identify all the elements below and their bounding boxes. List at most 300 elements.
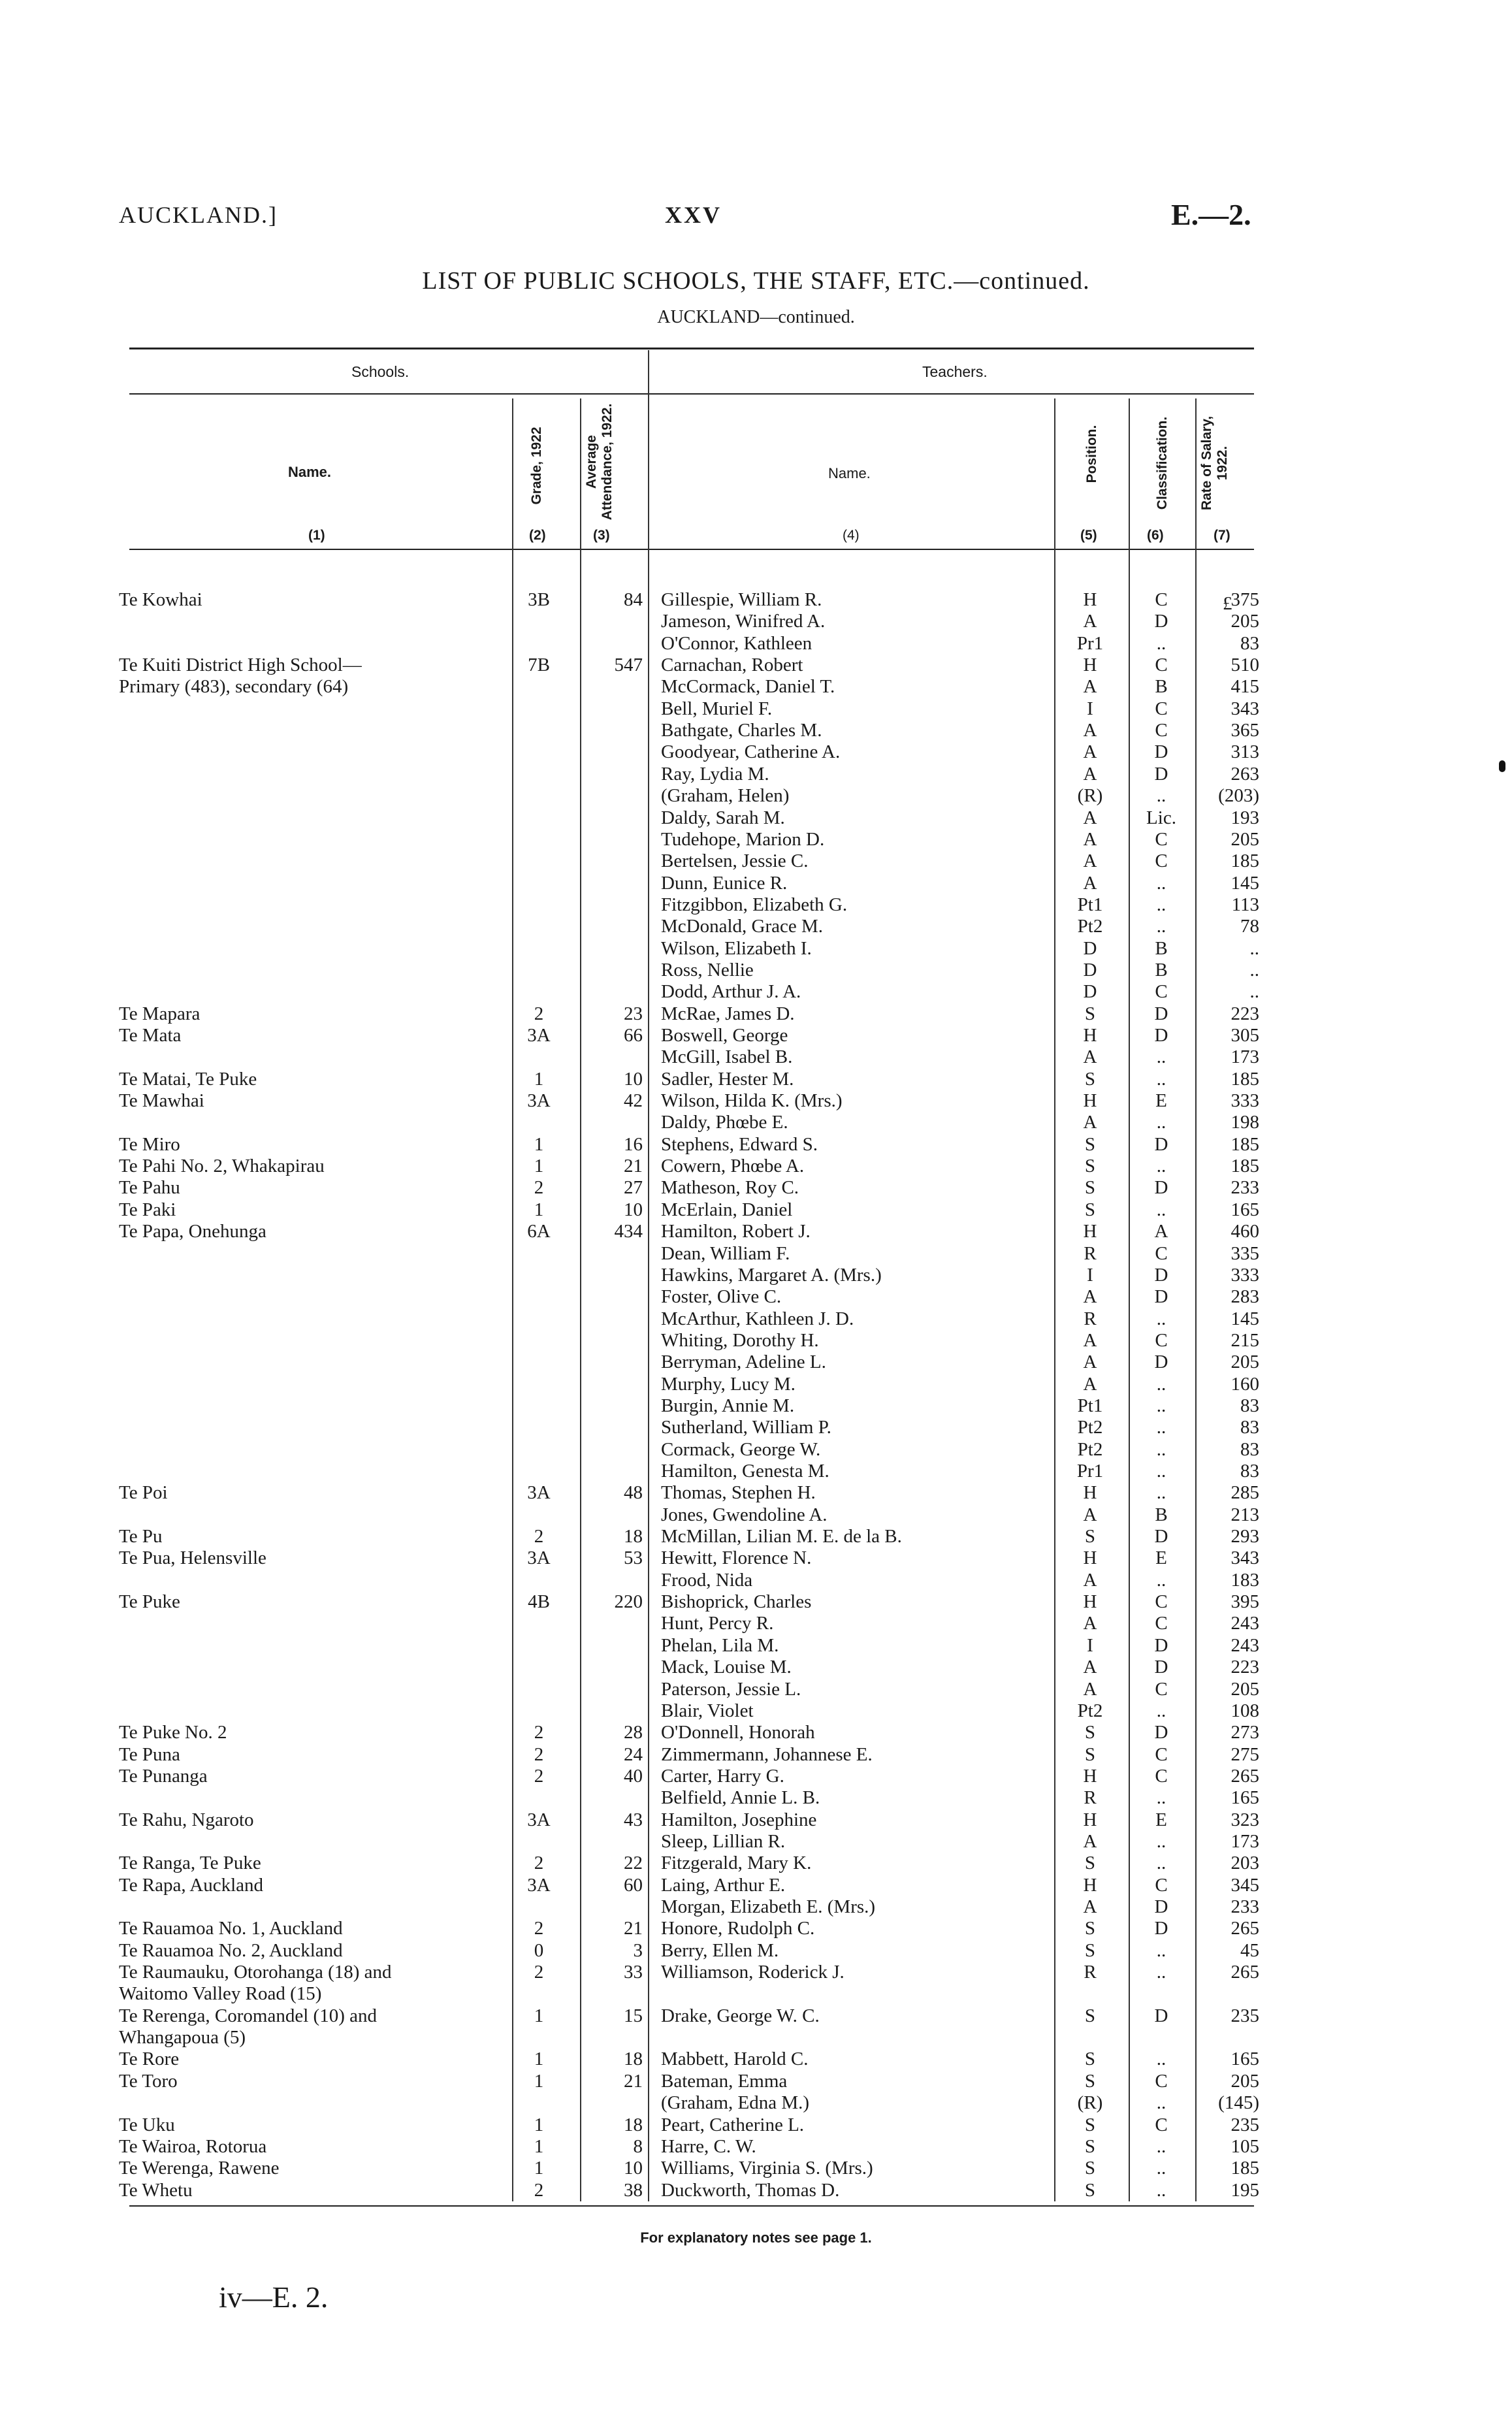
school-name-cell: Te Kowhai xyxy=(119,589,202,610)
classification-cell: .. xyxy=(1156,1046,1166,1068)
salary-cell: 460 xyxy=(1231,1221,1259,1242)
table-row xyxy=(0,676,1512,698)
position-cell: S xyxy=(1084,1068,1096,1090)
school-name-cell: Te Werenga, Rawene xyxy=(119,2158,280,2179)
teacher-name-cell: Carnachan, Robert xyxy=(661,655,803,676)
position-cell: S xyxy=(1084,1918,1096,1939)
grade-cell: 2 xyxy=(534,1743,544,1765)
school-name-cell: Te Rauamoa No. 1, Auckland xyxy=(119,1918,343,1939)
salary-cell: 233 xyxy=(1231,1177,1259,1199)
school-name-cell: Te Punanga xyxy=(119,1765,208,1787)
table-row xyxy=(0,1918,1512,1939)
salary-cell: 185 xyxy=(1231,1068,1259,1090)
school-name-cell: Te Puke No. 2 xyxy=(119,1722,227,1743)
attendance-cell: 27 xyxy=(624,1177,643,1199)
position-cell: Pt2 xyxy=(1077,1417,1103,1438)
attendance-cell: 18 xyxy=(624,2114,643,2135)
teacher-name-cell: Bishoprick, Charles xyxy=(661,1591,812,1613)
position-cell: S xyxy=(1084,1156,1096,1177)
classification-cell: C xyxy=(1155,1743,1168,1765)
teacher-name-cell: Fitzgibbon, Elizabeth G. xyxy=(661,894,848,915)
school-name-cell: Te Paki xyxy=(119,1199,176,1220)
teacher-name-cell: Harre, C. W. xyxy=(661,2135,756,2157)
teacher-name-cell: Murphy, Lucy M. xyxy=(661,1373,796,1395)
classification-cell: .. xyxy=(1156,1962,1166,1983)
table-row xyxy=(0,1417,1512,1438)
table-row xyxy=(0,1199,1512,1221)
attendance-cell: 60 xyxy=(624,1874,643,1896)
classification-cell: .. xyxy=(1156,1482,1166,1504)
position-cell: R xyxy=(1084,1962,1097,1983)
column-number-1: (1) xyxy=(308,528,325,543)
salary-cell: 343 xyxy=(1231,1547,1259,1569)
salary-cell: 198 xyxy=(1231,1112,1259,1133)
attendance-cell: 3 xyxy=(633,1939,643,1961)
position-cell: H xyxy=(1083,1025,1097,1046)
salary-cell: 293 xyxy=(1231,1526,1259,1547)
classification-cell: D xyxy=(1154,2005,1168,2026)
table-row xyxy=(0,1352,1512,1373)
salary-cell: 185 xyxy=(1231,2158,1259,2179)
running-header-left: AUCKLAND.] xyxy=(119,202,278,228)
salary-cell: 165 xyxy=(1231,2049,1259,2070)
salary-cell: 165 xyxy=(1231,1787,1259,1809)
school-name-cell: Whangapoua (5) xyxy=(119,2027,246,2049)
teacher-name-cell: Gillespie, William R. xyxy=(661,589,822,610)
position-cell: S xyxy=(1084,1743,1096,1765)
teacher-name-cell: Stephens, Edward S. xyxy=(661,1133,818,1155)
salary-cell: 83 xyxy=(1240,1461,1259,1482)
classification-cell: C xyxy=(1155,981,1168,1003)
attendance-cell: 547 xyxy=(614,655,643,676)
classification-cell: D xyxy=(1154,1286,1168,1308)
grade-cell: 3A xyxy=(527,1547,551,1569)
table-row xyxy=(0,764,1512,785)
classification-cell: C xyxy=(1155,1242,1168,1264)
grade-cell: 1 xyxy=(534,1199,544,1220)
classification-cell: D xyxy=(1154,1634,1168,1656)
position-cell: A xyxy=(1083,1613,1097,1634)
salary-cell: 335 xyxy=(1231,1242,1259,1264)
position-cell: A xyxy=(1083,1286,1097,1308)
table-row xyxy=(0,1112,1512,1133)
classification-cell: C xyxy=(1155,1765,1168,1787)
column-header-attendance: Average Attendance, 1922. xyxy=(584,403,615,521)
footer-page-ref: iv—E. 2. xyxy=(219,2280,329,2314)
position-cell: I xyxy=(1087,1634,1093,1656)
salary-cell: 185 xyxy=(1231,1156,1259,1177)
salary-cell: 193 xyxy=(1231,807,1259,828)
classification-cell: C xyxy=(1155,1874,1168,1896)
teacher-name-cell: Goodyear, Catherine A. xyxy=(661,741,841,763)
classification-cell: D xyxy=(1154,1657,1168,1678)
salary-cell: 223 xyxy=(1231,1657,1259,1678)
teacher-name-cell: Ross, Nellie xyxy=(661,959,754,980)
school-name-cell: Te Wairoa, Rotorua xyxy=(119,2135,267,2157)
position-cell: A xyxy=(1083,763,1097,785)
grade-cell: 6A xyxy=(527,1221,551,1242)
salary-cell: 113 xyxy=(1231,894,1259,915)
margin-mark xyxy=(1499,760,1505,772)
table-row xyxy=(0,1809,1512,1831)
table-row xyxy=(0,785,1512,807)
classification-cell: C xyxy=(1155,2114,1168,2135)
teacher-name-cell: Williamson, Roderick J. xyxy=(661,1962,844,1983)
table-row xyxy=(0,1875,1512,1896)
grade-cell: 3A xyxy=(527,1809,551,1830)
classification-cell: .. xyxy=(1156,1112,1166,1133)
salary-cell: 185 xyxy=(1231,850,1259,872)
classification-cell: C xyxy=(1155,1591,1168,1613)
table-row xyxy=(0,1744,1512,1766)
attendance-cell: 38 xyxy=(624,2179,643,2201)
classification-cell: B xyxy=(1155,937,1168,959)
table-row xyxy=(0,916,1512,937)
table-row xyxy=(0,1635,1512,1657)
classification-cell: D xyxy=(1154,1177,1168,1199)
position-cell: A xyxy=(1083,1657,1097,1678)
school-name-cell: Waitomo Valley Road (15) xyxy=(119,1983,322,2005)
grade-cell: 2 xyxy=(534,2179,544,2201)
salary-cell: 375 xyxy=(1231,589,1259,610)
table-row xyxy=(0,894,1512,916)
teacher-name-cell: O'Connor, Kathleen xyxy=(661,632,812,654)
teacher-name-cell: Whiting, Dorothy H. xyxy=(661,1329,819,1351)
grade-cell: 3B xyxy=(528,589,550,610)
grade-cell: 1 xyxy=(534,1156,544,1177)
group-header-schools: Schools. xyxy=(351,363,410,380)
salary-cell: 265 xyxy=(1231,1765,1259,1787)
classification-cell: E xyxy=(1155,1809,1167,1830)
classification-cell: .. xyxy=(1156,894,1166,915)
table-row xyxy=(0,2049,1512,2070)
salary-cell: 265 xyxy=(1231,1962,1259,1983)
salary-cell: 313 xyxy=(1231,741,1259,763)
classification-cell: C xyxy=(1155,1678,1168,1700)
teacher-name-cell: Bell, Muriel F. xyxy=(661,698,773,719)
salary-cell: 510 xyxy=(1231,655,1259,676)
attendance-cell: 10 xyxy=(624,2158,643,2179)
classification-cell: C xyxy=(1155,589,1168,610)
teacher-name-cell: Bathgate, Charles M. xyxy=(661,720,822,741)
grade-cell: 1 xyxy=(534,2049,544,2070)
classification-cell: .. xyxy=(1156,1395,1166,1416)
position-cell: Pt1 xyxy=(1077,1395,1103,1416)
school-name-cell: Te Pahu xyxy=(119,1177,180,1199)
school-name-cell: Te Mawhai xyxy=(119,1090,204,1112)
classification-cell: C xyxy=(1155,720,1168,741)
salary-cell: 108 xyxy=(1231,1700,1259,1721)
teacher-name-cell: Hunt, Percy R. xyxy=(661,1613,774,1634)
teacher-name-cell: Boswell, George xyxy=(661,1025,788,1046)
salary-cell: 263 xyxy=(1231,763,1259,785)
salary-cell: .. xyxy=(1249,981,1259,1003)
position-cell: A xyxy=(1083,676,1097,698)
teacher-name-cell: Berryman, Adeline L. xyxy=(661,1352,826,1373)
classification-cell: D xyxy=(1154,1896,1168,1917)
table-row xyxy=(0,829,1512,850)
position-cell: S xyxy=(1084,2114,1096,2135)
classification-cell: D xyxy=(1154,1722,1168,1743)
position-cell: Pt1 xyxy=(1077,894,1103,915)
classification-cell: .. xyxy=(1156,1308,1166,1329)
salary-cell: 215 xyxy=(1231,1329,1259,1351)
table-row xyxy=(0,1265,1512,1286)
table-row xyxy=(0,1853,1512,1874)
teacher-name-cell: Honore, Rudolph C. xyxy=(661,1918,815,1939)
teacher-name-cell: McRae, James D. xyxy=(661,1003,795,1024)
salary-cell: 235 xyxy=(1231,2114,1259,2135)
school-name-cell: Te Ranga, Te Puke xyxy=(119,1853,261,1874)
attendance-cell: 24 xyxy=(624,1743,643,1765)
position-cell: S xyxy=(1084,1177,1096,1199)
position-cell: (R) xyxy=(1077,2092,1103,2114)
teacher-name-cell: (Graham, Edna M.) xyxy=(661,2092,810,2114)
salary-cell: 83 xyxy=(1240,1395,1259,1416)
position-cell: Pr1 xyxy=(1076,1461,1104,1482)
salary-cell: 235 xyxy=(1231,2005,1259,2026)
position-cell: Pr1 xyxy=(1076,632,1104,654)
table-row xyxy=(0,1439,1512,1461)
teacher-name-cell: McCormack, Daniel T. xyxy=(661,676,835,698)
position-cell: S xyxy=(1084,1003,1096,1024)
school-name-cell: Te Whetu xyxy=(119,2179,193,2201)
position-cell: A xyxy=(1083,850,1097,872)
school-name-cell: Te Pua, Helensville xyxy=(119,1547,266,1569)
position-cell: D xyxy=(1083,981,1097,1003)
salary-cell: 323 xyxy=(1231,1809,1259,1830)
salary-cell: 203 xyxy=(1231,1853,1259,1874)
classification-cell: B xyxy=(1155,959,1168,980)
school-name-cell: Te Kuiti District High School— xyxy=(119,655,362,676)
table-row xyxy=(0,2158,1512,2179)
classification-cell: C xyxy=(1155,1613,1168,1634)
classification-cell: .. xyxy=(1156,1853,1166,1874)
salary-cell: 145 xyxy=(1231,872,1259,894)
position-cell: S xyxy=(1084,2158,1096,2179)
classification-cell: .. xyxy=(1156,1068,1166,1090)
teacher-name-cell: Cormack, George W. xyxy=(661,1438,821,1460)
table-row xyxy=(0,633,1512,655)
salary-cell: 205 xyxy=(1231,1352,1259,1373)
teacher-name-cell: Foster, Olive C. xyxy=(661,1286,782,1308)
teacher-name-cell: O'Donnell, Honorah xyxy=(661,1722,815,1743)
table-row xyxy=(0,1570,1512,1591)
teacher-name-cell: Berry, Ellen M. xyxy=(661,1939,779,1961)
attendance-cell: 23 xyxy=(624,1003,643,1024)
classification-cell: C xyxy=(1155,698,1168,719)
table-row xyxy=(0,2027,1512,2049)
table-row xyxy=(0,1090,1512,1112)
table-row xyxy=(0,1547,1512,1569)
position-cell: H xyxy=(1083,1874,1097,1896)
table-row xyxy=(0,1657,1512,1678)
position-cell: H xyxy=(1083,1809,1097,1830)
teacher-name-cell: Frood, Nida xyxy=(661,1569,753,1591)
column-header-classification: Classification. xyxy=(1155,416,1170,510)
attendance-cell: 53 xyxy=(624,1547,643,1569)
teacher-name-cell: Cowern, Phœbe A. xyxy=(661,1156,805,1177)
position-cell: A xyxy=(1083,1830,1097,1852)
teacher-name-cell: Dean, William F. xyxy=(661,1242,790,1264)
position-cell: S xyxy=(1084,1199,1096,1220)
salary-cell: 285 xyxy=(1231,1482,1259,1504)
table-row xyxy=(0,1504,1512,1526)
position-cell: H xyxy=(1083,589,1097,610)
classification-cell: D xyxy=(1154,611,1168,632)
position-cell: S xyxy=(1084,2070,1096,2092)
salary-cell: 273 xyxy=(1231,1722,1259,1743)
teacher-name-cell: (Graham, Helen) xyxy=(661,785,790,807)
position-cell: S xyxy=(1084,1133,1096,1155)
classification-cell: .. xyxy=(1156,1417,1166,1438)
classification-cell: D xyxy=(1154,1352,1168,1373)
salary-cell: 233 xyxy=(1231,1896,1259,1917)
position-cell: R xyxy=(1084,1787,1097,1809)
running-header-right: E.—2. xyxy=(1171,198,1251,231)
position-cell: A xyxy=(1083,828,1097,850)
teacher-name-cell: Matheson, Roy C. xyxy=(661,1177,799,1199)
teacher-name-cell: Zimmermann, Johannese E. xyxy=(661,1743,873,1765)
classification-cell: D xyxy=(1154,1133,1168,1155)
salary-cell: 265 xyxy=(1231,1918,1259,1939)
position-cell: D xyxy=(1083,959,1097,980)
position-cell: H xyxy=(1083,655,1097,676)
school-name-cell: Te Puna xyxy=(119,1743,180,1765)
grade-cell: 3A xyxy=(527,1090,551,1112)
table-bottom-rule xyxy=(129,2205,1254,2207)
teacher-name-cell: Burgin, Annie M. xyxy=(661,1395,795,1416)
classification-cell: .. xyxy=(1156,1939,1166,1961)
table-row xyxy=(0,1330,1512,1352)
teacher-name-cell: Bateman, Emma xyxy=(661,2070,788,2092)
classification-cell: .. xyxy=(1156,1700,1166,1721)
teacher-name-cell: Jones, Gwendoline A. xyxy=(661,1504,828,1525)
group-header-teachers: Teachers. xyxy=(922,363,988,380)
grade-cell: 2 xyxy=(534,1765,544,1787)
table-row xyxy=(0,873,1512,894)
teacher-name-cell: McErlain, Daniel xyxy=(661,1199,793,1220)
teacher-name-cell: Drake, George W. C. xyxy=(661,2005,820,2026)
classification-cell: D xyxy=(1154,1003,1168,1024)
teacher-name-cell: Hamilton, Robert J. xyxy=(661,1221,811,1242)
table-row xyxy=(0,1069,1512,1090)
attendance-cell: 18 xyxy=(624,1526,643,1547)
table-row xyxy=(0,807,1512,829)
teacher-name-cell: Paterson, Jessie L. xyxy=(661,1678,801,1700)
school-name-cell: Te Rapa, Auckland xyxy=(119,1874,264,1896)
table-row xyxy=(0,1308,1512,1330)
classification-cell: .. xyxy=(1156,1830,1166,1852)
classification-cell: .. xyxy=(1156,1373,1166,1395)
position-cell: S xyxy=(1084,2179,1096,2201)
classification-cell: .. xyxy=(1156,2135,1166,2157)
teacher-name-cell: Mack, Louise M. xyxy=(661,1657,792,1678)
school-name-cell: Te Mata xyxy=(119,1025,182,1046)
classification-cell: .. xyxy=(1156,2179,1166,2201)
classification-cell: .. xyxy=(1156,872,1166,894)
table-row xyxy=(0,2005,1512,2027)
salary-cell: 83 xyxy=(1240,632,1259,654)
teacher-name-cell: Duckworth, Thomas D. xyxy=(661,2179,840,2201)
position-cell: H xyxy=(1083,1765,1097,1787)
column-header-teacher-name: Name. xyxy=(828,465,871,481)
classification-cell: .. xyxy=(1156,785,1166,807)
grade-cell: 2 xyxy=(534,1722,544,1743)
column-number-3: (3) xyxy=(593,528,610,543)
position-cell: S xyxy=(1084,1853,1096,1874)
grade-cell: 2 xyxy=(534,1918,544,1939)
teacher-name-cell: Fitzgerald, Mary K. xyxy=(661,1853,812,1874)
position-cell: H xyxy=(1083,1591,1097,1613)
attendance-cell: 434 xyxy=(614,1221,643,1242)
position-cell: I xyxy=(1087,698,1093,719)
position-cell: A xyxy=(1083,611,1097,632)
teacher-name-cell: Wilson, Hilda K. (Mrs.) xyxy=(661,1090,843,1112)
table-row xyxy=(0,1983,1512,2005)
school-name-cell: Te Rerenga, Coromandel (10) and xyxy=(119,2005,377,2026)
salary-cell: 105 xyxy=(1231,2135,1259,2157)
attendance-cell: 33 xyxy=(624,1962,643,1983)
teacher-name-cell: Hawkins, Margaret A. (Mrs.) xyxy=(661,1264,882,1286)
salary-cell: 173 xyxy=(1231,1046,1259,1068)
position-cell: H xyxy=(1083,1482,1097,1504)
salary-cell: 45 xyxy=(1240,1939,1259,1961)
position-cell: A xyxy=(1083,1896,1097,1917)
teacher-name-cell: Dunn, Eunice R. xyxy=(661,872,788,894)
position-cell: Pt2 xyxy=(1077,1700,1103,1721)
table-row xyxy=(0,1940,1512,1962)
table-row xyxy=(0,1962,1512,1983)
teacher-name-cell: Bertelsen, Jessie C. xyxy=(661,850,809,872)
table-row xyxy=(0,611,1512,632)
salary-cell: 205 xyxy=(1231,611,1259,632)
salary-cell: 205 xyxy=(1231,828,1259,850)
attendance-cell: 220 xyxy=(614,1591,643,1613)
position-cell: D xyxy=(1083,937,1097,959)
teacher-name-cell: Belfield, Annie L. B. xyxy=(661,1787,820,1809)
salary-cell: 160 xyxy=(1231,1373,1259,1395)
salary-cell: 195 xyxy=(1231,2179,1259,2201)
teacher-name-cell: Daldy, Phœbe E. xyxy=(661,1112,788,1133)
position-cell: Pt2 xyxy=(1077,916,1103,937)
page-title: LIST OF PUBLIC SCHOOLS, THE STAFF, ETC.—continued. xyxy=(422,267,1090,295)
grade-cell: 1 xyxy=(534,1133,544,1155)
position-cell: A xyxy=(1083,1329,1097,1351)
column-number-6: (6) xyxy=(1147,528,1164,543)
position-cell: A xyxy=(1083,807,1097,828)
classification-cell: C xyxy=(1155,828,1168,850)
page-number: XXV xyxy=(665,202,722,228)
table-row xyxy=(0,2114,1512,2136)
table-row xyxy=(0,981,1512,1003)
position-cell: A xyxy=(1083,1352,1097,1373)
column-header-grade: Grade, 1922 xyxy=(529,427,544,505)
currency-symbol: £ xyxy=(1223,593,1232,614)
position-cell: S xyxy=(1084,2049,1096,2070)
classification-cell: C xyxy=(1155,2070,1168,2092)
table-row xyxy=(0,1787,1512,1809)
classification-cell: Lic. xyxy=(1146,807,1176,828)
teacher-name-cell: Blair, Violet xyxy=(661,1700,754,1721)
teacher-name-cell: Phelan, Lila M. xyxy=(661,1634,779,1656)
table-row xyxy=(0,1025,1512,1046)
table-row xyxy=(0,2071,1512,2092)
school-name-cell: Te Rauamoa No. 2, Auckland xyxy=(119,1939,343,1961)
school-name-cell: Te Matai, Te Puke xyxy=(119,1068,257,1090)
table-row xyxy=(0,589,1512,611)
position-cell: A xyxy=(1083,1678,1097,1700)
